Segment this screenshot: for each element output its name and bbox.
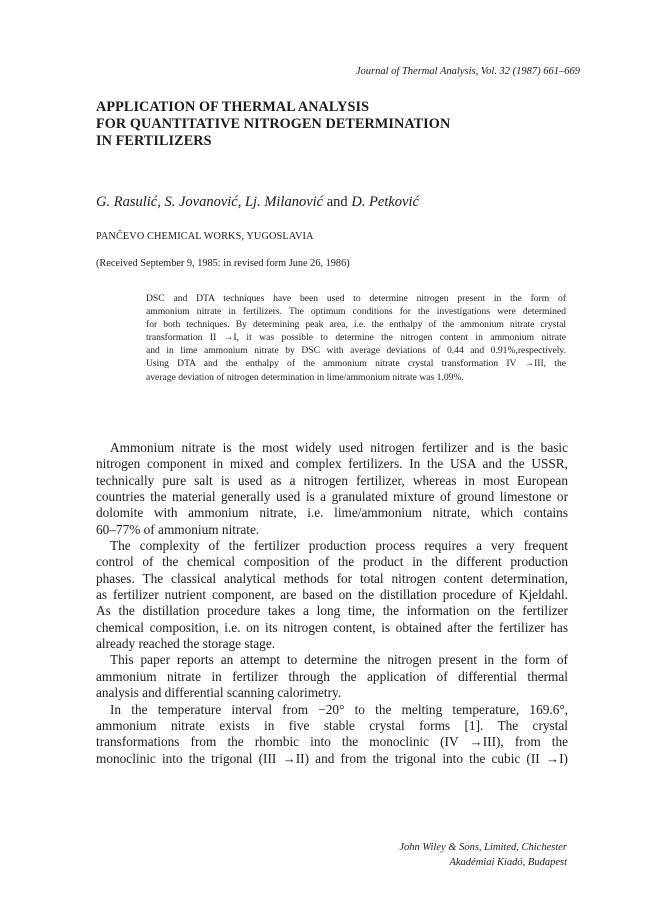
body-text xyxy=(96,440,568,767)
paragraph-crystal-forms xyxy=(96,702,568,767)
abstract-line: for both techniques. By determining peak area, i.e. the enthalpy of the ammonium nitrate crystal xyxy=(146,319,566,331)
publisher-line: John Wiley & Sons, Limited, Chichester xyxy=(399,842,567,853)
journal-reference: Journal of Thermal Analysis, Vol. 32 (1987) 661–669 xyxy=(355,66,580,77)
abstract-line: Using DTA and the enthalpy of the ammonium nitrate crystal transformation IV →III, the xyxy=(146,358,566,370)
text-line: transformations from the rhombic into the monoclinic (IV →III), from the xyxy=(96,734,568,750)
text-line: countries the material generally used is a granulated mixture of ground limestone or xyxy=(96,489,568,505)
authors-conjunction: and xyxy=(323,194,352,210)
title-line: APPLICATION OF THERMAL ANALYSIS xyxy=(96,99,370,115)
abstract-line: DSC and DTA techniques have been used to determine nitrogen present in the form of xyxy=(146,293,566,304)
affiliation: PANČEVO CHEMICAL WORKS, YUGOSLAVIA xyxy=(96,231,314,242)
text-line: Ammonium nitrate is the most widely used nitrogen fertilizer and is the basic xyxy=(110,440,568,455)
authors-last: D. Petković xyxy=(351,194,419,210)
text-line: technically pure salt is used as a nitrogen fertilizer, whereas in most European xyxy=(96,472,568,488)
text-line: As the distillation procedure takes a long time, the information on the fertilizer xyxy=(96,603,568,619)
text-line: The complexity of the fertilizer production process requires a very frequent xyxy=(110,538,568,554)
title-line: FOR QUANTITATIVE NITROGEN DETERMINATION xyxy=(96,116,451,132)
text-line: as fertilizer nutrient component, are based on the distillation procedure of Kjeldahl. xyxy=(96,587,568,603)
abstract-line: transformation II →I, it was possible to determine the nitrogen content in ammonium nitrate xyxy=(146,332,566,344)
text-line: chemical composition, i.e. on its nitrogen content, is obtained after the fertilizer has xyxy=(96,619,568,635)
text-line: analysis and differential scanning calorimetry. xyxy=(96,685,342,701)
text-line: already reached the storage stage. xyxy=(96,636,276,652)
publisher-footer xyxy=(399,840,567,870)
authors-primary: G. Rasulić, S. Jovanović, Lj. Milanović xyxy=(96,194,324,210)
text-line: control of the chemical composition of the product in the different production xyxy=(96,554,568,570)
abstract-line: average deviation of nitrogen determination in lime/ammonium nitrate was 1.09%. xyxy=(146,371,464,383)
text-line: monoclinic into the trigonal (III →II) and from the trigonal into the cubic (II →I) xyxy=(96,750,568,766)
publisher-line: Akadémiai Kiadó, Budapest xyxy=(449,857,567,868)
text-line: ammonium nitrate in fertilizer through the application of differential thermal xyxy=(96,668,568,684)
abstract xyxy=(146,292,566,384)
text-line: nitrogen component in mixed and complex fertilizers. In the USA and the USSR, xyxy=(96,456,568,472)
paragraph-intro xyxy=(96,440,568,538)
text-line: ammonium nitrate exists in five stable crystal forms [1]. The crystal xyxy=(96,717,568,733)
received-date: (Received September 9, 1985: in revised form June 26, 1986) xyxy=(96,258,350,269)
paper-title xyxy=(96,99,566,150)
paragraph-aim xyxy=(96,652,568,701)
author-list xyxy=(96,194,419,211)
text-line: This paper reports an attempt to determine the nitrogen present in the form of xyxy=(110,652,568,668)
abstract-line: ammonium nitrate in fertilizers. The optimum conditions for the investigations were determined xyxy=(146,306,566,318)
abstract-line: and in lime ammonium nitrate by DSC with average deviations of 0.44 and 0.91%,respectively. xyxy=(146,345,566,357)
text-line: 60–77% of ammonium nitrate. xyxy=(96,521,260,537)
title-line: IN FERTILIZERS xyxy=(96,133,212,149)
text-line: phases. The classical analytical methods for total nitrogen content determination, xyxy=(96,570,568,586)
text-line: In the temperature interval from −20° to the melting temperature, 169.6°, xyxy=(110,701,568,717)
text-line: dolomite with ammonium nitrate, i.e. lime/ammonium nitrate, which contains xyxy=(96,505,568,521)
paragraph-production xyxy=(96,538,568,652)
